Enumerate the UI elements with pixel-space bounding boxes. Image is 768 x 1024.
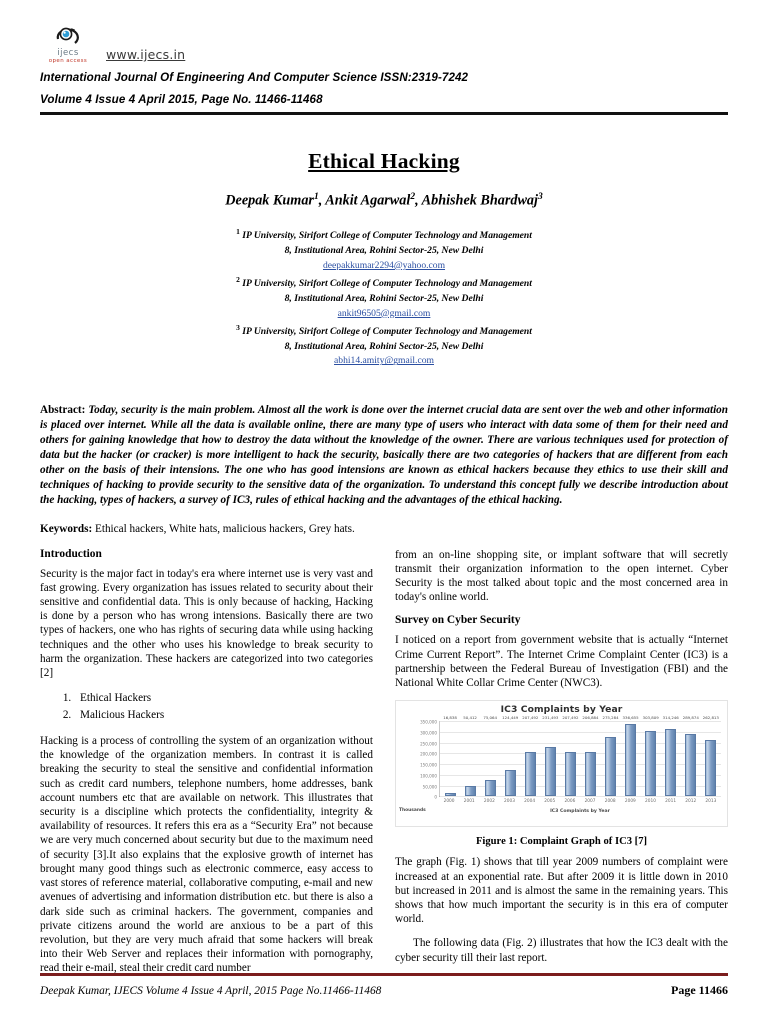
chart-x-axis-ticks — [439, 799, 721, 809]
chart-x-tick-label: 2000 — [443, 799, 455, 805]
left-column — [40, 548, 373, 986]
chart-bar-group — [461, 715, 479, 796]
chart-x-tick-label: 2001 — [463, 799, 475, 805]
figure-caption: Figure 1: Complaint Graph of IC3 [7] — [475, 836, 648, 848]
chart-y-tick-label: 0 — [434, 794, 437, 800]
abstract-section — [40, 403, 728, 507]
chart-bar-value-label: 206,884 — [582, 715, 599, 721]
body-columns — [40, 548, 728, 986]
chart-title: IC3 Complaints by Year — [500, 704, 623, 716]
chart-bar — [542, 715, 559, 797]
chart-bar-group — [441, 715, 459, 796]
chart-y-tick-label: 300,000 — [420, 730, 437, 736]
chart-bar — [682, 715, 699, 796]
chart-x-tick-label: 2009 — [624, 799, 636, 805]
figure-1 — [395, 700, 728, 847]
chart-x-tick-label: 2010 — [645, 799, 656, 805]
chart-x-tick-label: 2004 — [524, 799, 536, 805]
chart-bar-value-label: 314,246 — [662, 715, 679, 721]
chart-gridline — [434, 794, 721, 800]
heading-survey-on-cyber-security: Survey on Cyber Security — [395, 614, 521, 627]
affiliation-line1-1: IP University, Sirifort College of Computer Technology and Management — [242, 230, 532, 242]
right-paragraph-2: I noticed on a report from government website that is actually “Internet Crime Current Report”. The Internet Crime Complaint Center (IC3) is a partnership between the Federal Bureau of Investigation (FBI) and the National White Collar Crime Center (NWC3). — [395, 634, 728, 690]
chart-bars — [440, 715, 721, 796]
chart-bar-value-label: 50,412 — [463, 715, 477, 721]
journal-volume-line: Volume 4 Issue 4 April 2015, Page No. 11466-11468 — [40, 92, 323, 106]
chart-bar-value-label: 231,493 — [542, 715, 559, 721]
author-sup-3: 3 — [537, 192, 543, 203]
affiliation-line1-2: IP University, Sirifort College of Computer Technology and Management — [242, 277, 532, 289]
chart-bar-value-label: 336,655 — [622, 715, 639, 721]
chart-bar — [662, 715, 679, 796]
logo-tagline: open access — [48, 57, 88, 64]
chart-bar-group — [702, 715, 720, 796]
affiliation-sup-1: 1 — [236, 227, 240, 237]
author-email-3[interactable]: abhi14.amity@gmail.com — [334, 355, 434, 367]
keywords-label: Keywords: — [40, 522, 93, 535]
chart-x-tick-label: 2003 — [504, 799, 515, 805]
abstract-text: Today, security is the main problem. Almost all the work is done over the internet crucial data are sent over the web and other information is placed over internet. While all the data is available online, there are many type of users who interact with data some of them for their need and others for gaining knowledge that how to destroy the data without the knowledge of the owner. There are various techniques used for protection of data but the hacker (or cracker) is more intelligent to hack the security, basically there are two categories of hackers that are different from each other on the basis of their intensions. The one who has good intensions are known as ethical hackers because they ethics to use their skill and techniques of hacking to provide security to the sensitive data of the organization. To understand this concept fully we describe introduction about the hacking, types of hackers, a survey of IC3, rules of ethical hacking and the advantages of the ethical hacking. — [40, 404, 728, 506]
affiliation-address-3: 8, Institutional Area, Rohini Sector-25, New Delhi — [284, 340, 484, 352]
chart-bar-value-label: 124,449 — [502, 715, 519, 721]
journal-url-link[interactable]: www.ijecs.in — [106, 47, 186, 62]
affiliation-sup-3: 3 — [236, 322, 240, 332]
logo-wordmark: ijecs — [57, 48, 79, 58]
author-name-1: Deepak Kumar — [225, 193, 314, 210]
affiliation-sup-2: 2 — [236, 274, 240, 284]
chart-x-axis-label: IC3 Complaints by Year — [550, 809, 610, 815]
chart-y-tick-label: 50,000 — [422, 784, 437, 790]
journal-logo-row — [40, 18, 728, 64]
right-column — [395, 548, 728, 986]
affiliation-line1-3: IP University, Sirifort College of Computer Technology and Management — [242, 325, 532, 337]
chart-x-tick-label: 2013 — [705, 799, 717, 805]
chart-bar — [522, 715, 539, 796]
chart-bar — [443, 715, 457, 797]
chart-bar-group — [541, 715, 559, 796]
page-footer — [40, 973, 728, 998]
chart-bar-group — [662, 715, 680, 796]
chart-x-tick-label: 2006 — [564, 799, 576, 805]
chart-bar — [483, 715, 497, 796]
author-name-3: Abhishek Bhardwaj — [421, 193, 538, 210]
intro-paragraph-2: Hacking is a process of controlling the system of an organization without the knowledge of the organization members. In contrast it is called breaking the security to steal the sensitive and confidential information such as credit card numbers, telephone numbers, home addresses, bank account numbers etc that are available on network. This illustrates that security is a discipline which protects the confidentiality, integrity & availability of resources. It refers this era as a “Security Era” not because we are very much concerned about security but due to the maximum need of security [3].It also explains that the explosive growth of internet has brought many good things such as electronic commerce, easy access to vast stores of reference material, collaborative computing, e-mail and new avenues of advertising and information distribution etc. but there is also a dark side such as criminal hackers. The government, companies and private citizens around the world are anxious to be a part of this revolution, but they are very much afraid that some hackers will break into their Web Server and replaces their information with pornography, read their e-mail, steal their credit card number — [40, 734, 373, 975]
chart-bar-value-label: 207,492 — [522, 715, 539, 721]
masthead — [40, 0, 728, 115]
chart-bar-value-label: 75,064 — [483, 715, 497, 721]
chart-y-tick-label: 200,000 — [420, 751, 437, 757]
right-paragraph-4: The following data (Fig. 2) illustrates that how the IC3 dealt with the cyber security till their last report. — [395, 937, 728, 964]
chart-bar-value-label: 16,838 — [443, 715, 457, 721]
author-name-2: Ankit Agarwal — [325, 193, 411, 210]
chart-bar — [642, 715, 659, 796]
chart-bar — [463, 715, 477, 797]
keywords-section — [40, 523, 728, 535]
affiliation-2 — [40, 274, 728, 292]
chart-x-tick-label: 2008 — [604, 799, 616, 805]
chart-y-tick-label: 150,000 — [420, 762, 437, 768]
footer-citation: Deepak Kumar, IJECS Volume 4 Issue 4 April, 2015 Page No.11466-11468 — [40, 985, 382, 997]
chart-bar — [502, 715, 519, 797]
chart-bar-value-label: 289,874 — [682, 715, 699, 721]
chart-x-tick-label: 2005 — [544, 799, 556, 805]
chart-y-tick-label: 250,000 — [420, 741, 437, 747]
chart-bar-value-label: 303,809 — [642, 715, 659, 721]
chart-bar — [702, 715, 719, 796]
author-email-1[interactable]: deepakkumar2294@yahoo.com — [322, 259, 446, 271]
chart-bar — [602, 715, 619, 796]
affiliation-3 — [40, 322, 728, 340]
chart-x-tick-label: 2012 — [685, 799, 697, 805]
chart-y-tick-label: 100,000 — [420, 773, 437, 779]
chart-plot-area — [420, 715, 721, 800]
chart-bar-group — [621, 715, 639, 796]
page-title: Ethical Hacking — [308, 149, 460, 174]
affiliation-1 — [40, 226, 728, 244]
ijecs-logo — [40, 26, 96, 64]
camera-lens-icon — [40, 26, 96, 48]
abstract-label: Abstract: — [40, 404, 86, 417]
chart-x-tick-label: 2007 — [584, 799, 596, 805]
author-sup-2: 2 — [410, 192, 416, 203]
hacker-category-list — [40, 690, 373, 724]
chart-bar-group — [501, 715, 519, 796]
author-list: Deepak Kumar$^1$, Ankit Agarwal$^2$, Abhishek Bhardwaj$^3$ — [225, 192, 543, 210]
right-paragraph-1: from an on-line shopping site, or implant software that will secretly transmit their organization information to the open internet. Cyber Security is the most talked about topic and the most concerned area in today's online world. — [395, 548, 728, 604]
chart-bar — [622, 715, 639, 796]
chart-bar-group — [521, 715, 539, 796]
chart-bar-group — [481, 715, 499, 796]
chart-bar-group — [581, 715, 599, 796]
footer-divider — [40, 973, 728, 976]
footer-page-number: Page 11466 — [671, 983, 728, 997]
list-item: 2. Malicious Hackers — [74, 707, 373, 724]
masthead-divider — [40, 112, 728, 115]
right-paragraph-3: The graph (Fig. 1) shows that till year 2009 numbers of complaint were increased at an exponential rate. But after 2009 it is little down in 2010 but increased in 2011 and is almost the same in the remaining years. This shows that how much important the security is in this era of computer world. — [395, 856, 728, 926]
keywords-text: Ethical hackers, White hats, malicious hackers, Grey hats. — [92, 522, 355, 535]
affiliation-address-2: 8, Institutional Area, Rohini Sector-25, New Delhi — [284, 292, 484, 304]
ic3-complaints-bar-chart — [395, 700, 728, 827]
chart-bar-value-label: 207,492 — [562, 715, 579, 721]
affiliation-block — [40, 226, 728, 369]
chart-bar-value-label: 262,813 — [702, 715, 719, 721]
chart-bar-group — [682, 715, 700, 796]
author-email-2[interactable]: ankit96505@gmail.com — [337, 307, 431, 319]
author-sup-1: 1 — [313, 192, 319, 203]
list-item: 1. Ethical Hackers — [74, 690, 373, 707]
chart-y-axis-label: Thousands — [399, 808, 426, 814]
chart-bar — [582, 715, 599, 796]
chart-bar-group — [642, 715, 660, 796]
affiliation-address-1: 8, Institutional Area, Rohini Sector-25, New Delhi — [284, 245, 484, 257]
chart-bar — [562, 715, 579, 796]
journal-issn-line: International Journal Of Engineering And Computer Science ISSN:2319-7242 — [40, 71, 469, 84]
chart-bar-group — [561, 715, 579, 796]
chart-x-tick-label: 2002 — [483, 799, 495, 805]
chart-bar-group — [601, 715, 619, 796]
intro-paragraph-1: Security is the major fact in today's era where internet use is very vast and fast growing. Every organization has issues related to security about their sensitive and confidential data. This is only because of hacking, Hacking is done by a person who has wrong intensions. Basically there are two types of hackers, one who has rights of securing data while using hacking techniques and the other who uses his knowledge to break security to harm the organization. These hackers are categorized into two categories [2] — [40, 567, 373, 680]
chart-x-tick-label: 2011 — [665, 799, 677, 805]
chart-y-tick-label: 350,000 — [420, 719, 437, 725]
heading-introduction: Introduction — [40, 547, 102, 560]
chart-bar-value-label: 275,284 — [602, 715, 619, 721]
